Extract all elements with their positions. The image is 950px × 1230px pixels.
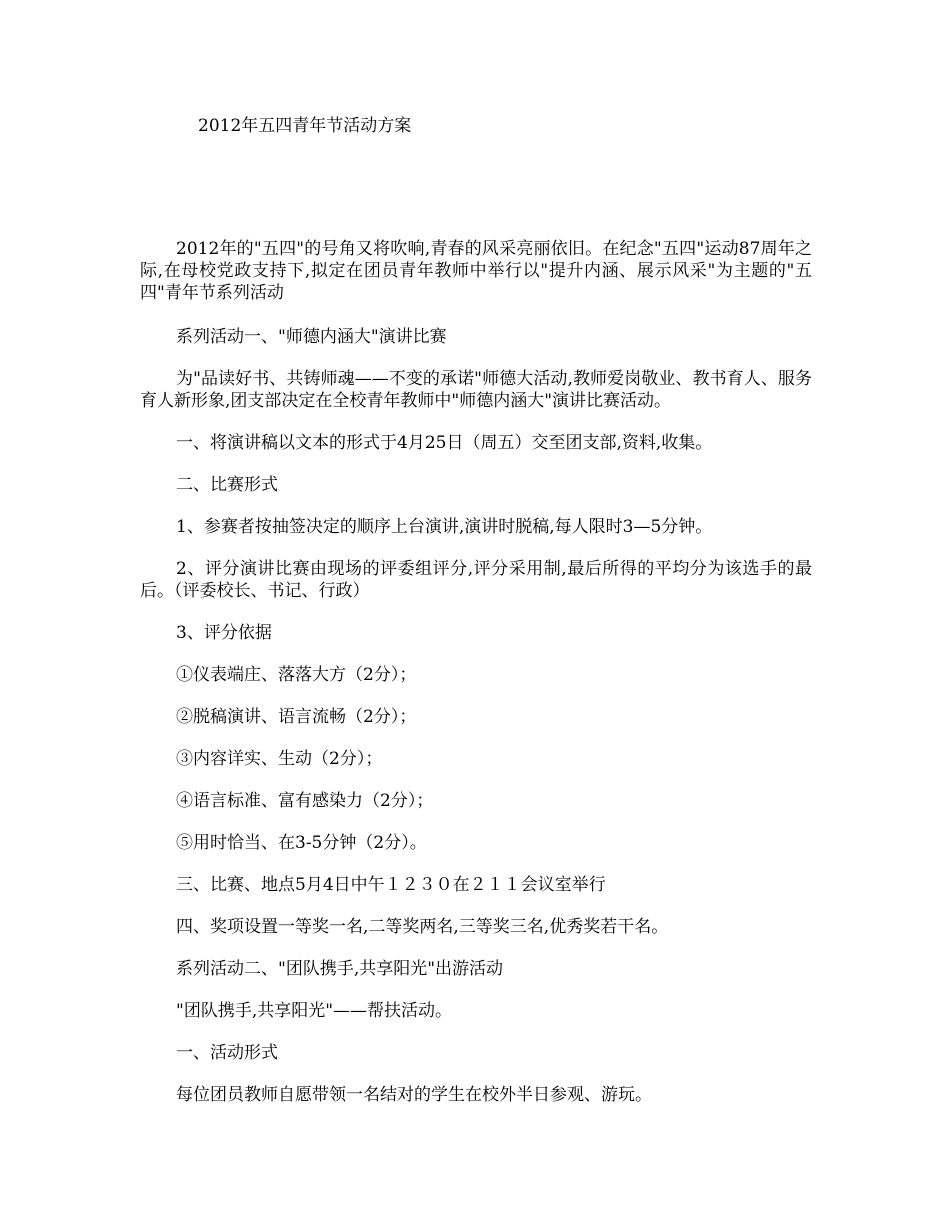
paragraph-item-one: 一、将演讲稿以文本的形式于4月25日（周五）交至团支部,资料,收集。: [176, 433, 713, 453]
paragraph-series-two-subtitle: "团队携手,共享阳光"——帮扶活动。: [176, 1001, 453, 1021]
paragraph-rule-three: 3、评分依据: [176, 623, 272, 643]
paragraph-rule-one: 1、参赛者按抽签决定的顺序上台演讲,演讲时脱稿,每人限时3—5分钟。: [176, 517, 713, 537]
document-title: 2012年五四青年节活动方案: [198, 116, 412, 136]
paragraph-activity-form: 一、活动形式: [176, 1043, 278, 1063]
paragraph-criterion-one: ①仪表端庄、落落大方（2分）；: [176, 665, 417, 685]
paragraph-rule-two: 2、评分演讲比赛由现场的评委组评分,评分采用制,最后所得的平均分为该选手的最后。（评委校长、书记、行政）: [140, 559, 812, 601]
paragraph-item-two: 二、比赛形式: [176, 475, 278, 495]
paragraph-series-two-heading: 系列活动二、"团队携手,共享阳光"出游活动: [176, 959, 504, 979]
paragraph-series-one-heading: 系列活动一、"师德内涵大"演讲比赛: [176, 327, 447, 347]
paragraph-intro: 2012年的"五四"的号角又将吹响,青春的风采亮丽依旧。在纪念"五四"运动87周年之际,在母校党政支持下,拟定在团员青年教师中举行以"提升内涵、展示风采"为主题的"五四"青年节系列活动: [140, 239, 812, 303]
paragraph-series-one-description: 为"品读好书、共铸师魂——不变的承诺"师德大活动,教师爱岗敬业、教书育人、服务育人新形象,团支部决定在全校青年教师中"师德内涵大"演讲比赛活动。: [140, 369, 812, 411]
paragraph-criterion-three: ③内容详实、生动（2分）；: [176, 749, 383, 769]
paragraph-criterion-four: ④语言标准、富有感染力（2分）；: [176, 791, 434, 811]
paragraph-item-four: 四、奖项设置一等奖一名,二等奖两名,三等奖三名,优秀奖若干名。: [176, 917, 669, 937]
paragraph-item-three: 三、比赛、地点5月4日中午１２３０在２１１会议室举行: [176, 875, 606, 895]
document-body: [140, 238, 812, 1126]
paragraph-criterion-five: ⑤用时恰当、在3-5分钟（2分）。: [176, 833, 427, 853]
paragraph-criterion-two: ②脱稿演讲、语言流畅（2分）；: [176, 707, 417, 727]
paragraph-activity-description: 每位团员教师自愿带领一名结对的学生在校外半日参观、游玩。: [176, 1085, 652, 1105]
